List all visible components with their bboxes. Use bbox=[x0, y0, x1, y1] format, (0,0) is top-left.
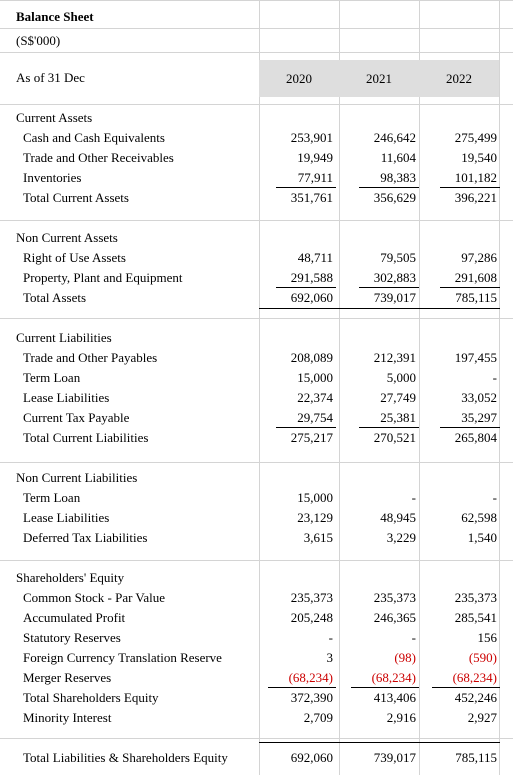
section-heading bbox=[0, 328, 513, 348]
cell-2021: 246,642 bbox=[373, 130, 416, 145]
cell-2020: 692,060 bbox=[290, 750, 333, 765]
title-row bbox=[0, 7, 513, 27]
as-of-label: As of 31 Dec bbox=[16, 70, 85, 85]
gridline bbox=[0, 462, 513, 463]
grand-total-row bbox=[0, 748, 513, 768]
section-heading-current-liabilities: Current Liabilities bbox=[16, 330, 112, 345]
cell-2022: 785,115 bbox=[455, 290, 497, 305]
row-label: Minority Interest bbox=[23, 710, 112, 725]
cell-2022: 275,499 bbox=[454, 130, 497, 145]
cell-2022: 285,541 bbox=[454, 610, 497, 625]
cell-2022: 396,221 bbox=[454, 190, 497, 205]
table-row bbox=[0, 148, 513, 168]
cell-2022: - bbox=[492, 370, 497, 385]
cell-2022-negative: (590) bbox=[468, 650, 497, 665]
row-label: Term Loan bbox=[23, 370, 81, 385]
cell-2021: 246,365 bbox=[373, 610, 416, 625]
cell-2020: 15,000 bbox=[297, 490, 333, 505]
total-row bbox=[0, 288, 513, 308]
table-row bbox=[0, 248, 513, 268]
row-label: Total Assets bbox=[23, 290, 87, 305]
cell-2020: 23,129 bbox=[297, 510, 333, 525]
cell-2022: 291,608 bbox=[454, 270, 497, 285]
section-heading-current-assets: Current Assets bbox=[16, 110, 93, 125]
cell-2020: 235,373 bbox=[290, 590, 333, 605]
row-label: Cash and Cash Equivalents bbox=[23, 130, 165, 145]
table-row bbox=[0, 408, 513, 428]
cell-2022: 235,373 bbox=[454, 590, 497, 605]
cell-2021: 98,383 bbox=[380, 170, 416, 185]
cell-2020: 205,248 bbox=[290, 610, 333, 625]
cell-2020: 208,089 bbox=[290, 350, 333, 365]
row-label: Deferred Tax Liabilities bbox=[23, 530, 148, 545]
row-label: Total Current Liabilities bbox=[23, 430, 149, 445]
cell-2021: 302,883 bbox=[373, 270, 416, 285]
cell-2021: 3,229 bbox=[386, 530, 416, 545]
cell-2021: 413,406 bbox=[373, 690, 416, 705]
table-row bbox=[0, 668, 513, 688]
total-row bbox=[0, 428, 513, 448]
cell-2020: 19,949 bbox=[297, 150, 333, 165]
cell-2021: 27,749 bbox=[380, 390, 416, 405]
section-heading-non-current-assets: Non Current Assets bbox=[16, 230, 118, 245]
cell-2022: 785,115 bbox=[455, 750, 497, 765]
page-title: Balance Sheet bbox=[16, 9, 94, 24]
cell-2020: 77,911 bbox=[297, 170, 333, 185]
cell-2022: 35,297 bbox=[461, 410, 497, 425]
row-label: Lease Liabilities bbox=[23, 510, 110, 525]
cell-2020: 3 bbox=[326, 650, 333, 665]
gridline bbox=[0, 28, 513, 29]
table-row bbox=[0, 368, 513, 388]
total-row bbox=[0, 188, 513, 208]
cell-2021-negative: (98) bbox=[394, 650, 416, 665]
cell-2022: 1,540 bbox=[467, 530, 497, 545]
row-label: Total Current Assets bbox=[23, 190, 129, 205]
cell-2022: 62,598 bbox=[461, 510, 497, 525]
row-label: Total Liabilities & Shareholders Equity bbox=[23, 750, 228, 765]
cell-2022: 97,286 bbox=[461, 250, 497, 265]
cell-2021: 212,391 bbox=[373, 350, 416, 365]
row-label: Accumulated Profit bbox=[23, 610, 126, 625]
cell-2021: 2,916 bbox=[386, 710, 416, 725]
table-row bbox=[0, 128, 513, 148]
table-row bbox=[0, 168, 513, 188]
section-heading bbox=[0, 228, 513, 248]
section-heading bbox=[0, 468, 513, 488]
cell-2021: 48,945 bbox=[380, 510, 416, 525]
cell-2022: 452,246 bbox=[454, 690, 497, 705]
section-heading-non-current-liabilities: Non Current Liabilities bbox=[16, 470, 138, 485]
gridline bbox=[0, 560, 513, 561]
cell-2021: 235,373 bbox=[373, 590, 416, 605]
cell-2022: 2,927 bbox=[467, 710, 497, 725]
row-label: Lease Liabilities bbox=[23, 390, 110, 405]
year-2021-header: 2021 bbox=[366, 71, 392, 86]
row-label: Trade and Other Payables bbox=[23, 350, 158, 365]
unit-row bbox=[0, 31, 513, 51]
year-2022-header: 2022 bbox=[446, 71, 472, 86]
table-row bbox=[0, 348, 513, 368]
table-row bbox=[0, 268, 513, 288]
cell-2020: 351,761 bbox=[290, 190, 333, 205]
row-label: Common Stock - Par Value bbox=[23, 590, 166, 605]
underline bbox=[259, 742, 500, 743]
cell-2021: - bbox=[411, 490, 416, 505]
cell-2020: 15,000 bbox=[297, 370, 333, 385]
table-row bbox=[0, 588, 513, 608]
cell-2021: 739,017 bbox=[373, 290, 416, 305]
table-row bbox=[0, 628, 513, 648]
cell-2022: 265,804 bbox=[454, 430, 497, 445]
section-heading bbox=[0, 108, 513, 128]
cell-2020: 372,390 bbox=[290, 690, 333, 705]
gridline bbox=[0, 104, 513, 105]
row-label: Total Shareholders Equity bbox=[23, 690, 159, 705]
table-row bbox=[0, 488, 513, 508]
section-heading bbox=[0, 568, 513, 588]
cell-2021: 739,017 bbox=[373, 750, 416, 765]
cell-2020: 29,754 bbox=[297, 410, 333, 425]
cell-2020: 2,709 bbox=[303, 710, 333, 725]
row-label: Merger Reserves bbox=[23, 670, 112, 685]
row-label: Term Loan bbox=[23, 490, 81, 505]
cell-2020: 692,060 bbox=[290, 290, 333, 305]
table-row bbox=[0, 608, 513, 628]
cell-2020-negative: (68,234) bbox=[288, 670, 333, 685]
cell-2022-negative: (68,234) bbox=[452, 670, 497, 685]
row-label: Statutory Reserves bbox=[23, 630, 121, 645]
cell-2020: - bbox=[328, 630, 333, 645]
cell-2020: 291,588 bbox=[290, 270, 333, 285]
row-label: Trade and Other Receivables bbox=[23, 150, 174, 165]
underline bbox=[259, 308, 500, 309]
cell-2022: - bbox=[492, 490, 497, 505]
unit-label: (S$'000) bbox=[16, 33, 61, 48]
cell-2020: 48,711 bbox=[297, 250, 333, 265]
cell-2021: 25,381 bbox=[380, 410, 416, 425]
row-label: Right of Use Assets bbox=[23, 250, 126, 265]
row-label: Foreign Currency Translation Reserve bbox=[23, 650, 222, 665]
cell-2021: 11,604 bbox=[380, 150, 416, 165]
table-row bbox=[0, 648, 513, 668]
cell-2021-negative: (68,234) bbox=[371, 670, 416, 685]
cell-2022: 19,540 bbox=[461, 150, 497, 165]
cell-2020: 3,615 bbox=[303, 530, 333, 545]
gridline bbox=[0, 738, 513, 739]
table-row bbox=[0, 508, 513, 528]
gridline bbox=[0, 52, 513, 53]
cell-2022: 156 bbox=[477, 630, 497, 645]
row-label: Inventories bbox=[23, 170, 82, 185]
section-heading-equity: Shareholders' Equity bbox=[16, 570, 125, 585]
total-row bbox=[0, 688, 513, 708]
cell-2021: - bbox=[411, 630, 416, 645]
cell-2020: 22,374 bbox=[297, 390, 333, 405]
cell-2022: 33,052 bbox=[461, 390, 497, 405]
gridline bbox=[0, 318, 513, 319]
cell-2021: 5,000 bbox=[386, 370, 416, 385]
cell-2020: 275,217 bbox=[290, 430, 333, 445]
cell-2021: 356,629 bbox=[373, 190, 416, 205]
table-row bbox=[0, 388, 513, 408]
gridline bbox=[0, 0, 513, 1]
row-label: Property, Plant and Equipment bbox=[23, 270, 183, 285]
cell-2021: 270,521 bbox=[373, 430, 416, 445]
table-row bbox=[0, 708, 513, 728]
table-row bbox=[0, 528, 513, 548]
gridline bbox=[0, 220, 513, 221]
cell-2020: 253,901 bbox=[290, 130, 333, 145]
cell-2022: 197,455 bbox=[454, 350, 497, 365]
cell-2021: 79,505 bbox=[380, 250, 416, 265]
year-2020-header: 2020 bbox=[286, 71, 312, 86]
cell-2022: 101,182 bbox=[454, 170, 497, 185]
row-label: Current Tax Payable bbox=[23, 410, 130, 425]
